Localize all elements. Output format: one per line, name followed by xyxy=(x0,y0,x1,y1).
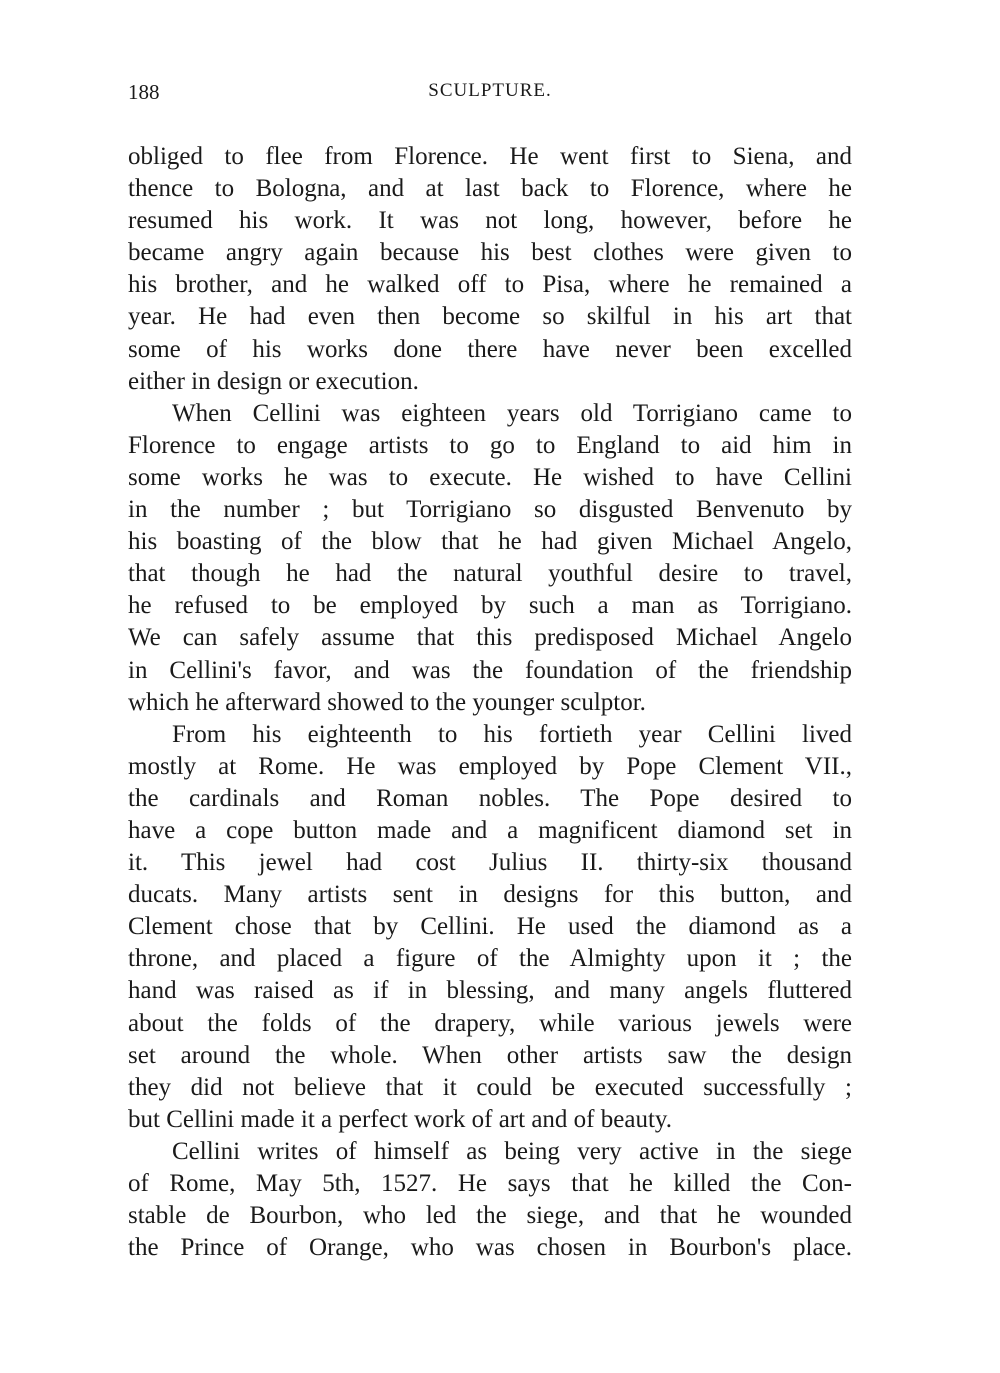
body-text xyxy=(128,141,852,1264)
text-line: of Rome, May 5th, 1527. He says that he killed the Con- xyxy=(128,1170,852,1197)
text-line: the Prince of Orange, who was chosen in Bourbon's place. xyxy=(128,1234,852,1262)
text-line: We can safely assume that this predisposed Michael Angelo xyxy=(128,624,852,652)
text-line: his boasting of the blow that he had given Michael Angelo, xyxy=(128,528,852,556)
text-line: resumed his work. It was not long, however, before he xyxy=(128,207,852,235)
text-line: set around the whole. When other artists saw the design xyxy=(128,1041,852,1069)
text-line: that though he had the natural youthful desire to travel, xyxy=(128,560,852,588)
text-line: in the number ; but Torrigiano so disgusted Benvenuto by xyxy=(128,496,852,524)
text-line: Cellini writes of himself as being very active in the siege xyxy=(172,1137,852,1165)
text-line: it. This jewel had cost Julius II. thirty-six thousand xyxy=(128,849,852,877)
text-line: Clement chose that by Cellini. He used the diamond as a xyxy=(128,913,852,941)
text-line: stable de Bourbon, who led the siege, and that he wounded xyxy=(128,1202,852,1230)
text-line: have a cope button made and a magnificent diamond set in xyxy=(128,816,852,844)
text-line: hand was raised as if in blessing, and many angels fluttered xyxy=(128,977,852,1005)
paragraph xyxy=(128,141,852,398)
running-title: SCULPTURE. xyxy=(428,80,552,101)
text-line: obliged to flee from Florence. He went first to Siena, and xyxy=(128,143,852,170)
text-line: When Cellini was eighteen years old Torrigiano came to xyxy=(172,399,852,427)
text-line: some works he was to execute. He wished to have Cellini xyxy=(128,463,852,491)
page-number: 188 xyxy=(128,80,160,104)
text-line: Florence to engage artists to go to England to aid him in xyxy=(128,431,852,459)
text-line: From his eighteenth to his fortieth year Cellini lived xyxy=(172,720,852,748)
text-line: some of his works done there have never been excelled xyxy=(128,335,852,363)
text-line: in Cellini's favor, and was the foundation of the friendship xyxy=(128,656,852,684)
text-line: throne, and placed a figure of the Almighty upon it ; the xyxy=(128,945,852,973)
paragraph xyxy=(128,398,852,719)
text-line: the cardinals and Roman nobles. The Pope desired to xyxy=(128,784,852,812)
paragraph xyxy=(128,1136,852,1264)
text-line: mostly at Rome. He was employed by Pope Clement VII., xyxy=(128,752,852,780)
text-line: became angry again because his best clothes were given to xyxy=(128,239,852,267)
text-line: either in design or execution. xyxy=(128,367,419,395)
text-line: about the folds of the drapery, while various jewels were xyxy=(128,1009,852,1037)
text-line: but Cellini made it a perfect work of art and of beauty. xyxy=(128,1105,673,1133)
page-header xyxy=(128,80,852,110)
text-line: year. He had even then become so skilful in his art that xyxy=(128,303,852,331)
text-line: they did not believe that it could be executed successfully ; xyxy=(128,1073,852,1101)
text-line: he refused to be employed by such a man as Torrigiano. xyxy=(128,592,852,620)
text-line: thence to Bologna, and at last back to Florence, where he xyxy=(128,175,852,203)
text-line: which he afterward showed to the younger sculptor. xyxy=(128,688,646,716)
text-line: his brother, and he walked off to Pisa, where he remained a xyxy=(128,271,852,299)
text-line: ducats. Many artists sent in designs for this button, and xyxy=(128,881,852,909)
paragraph xyxy=(128,719,852,1136)
